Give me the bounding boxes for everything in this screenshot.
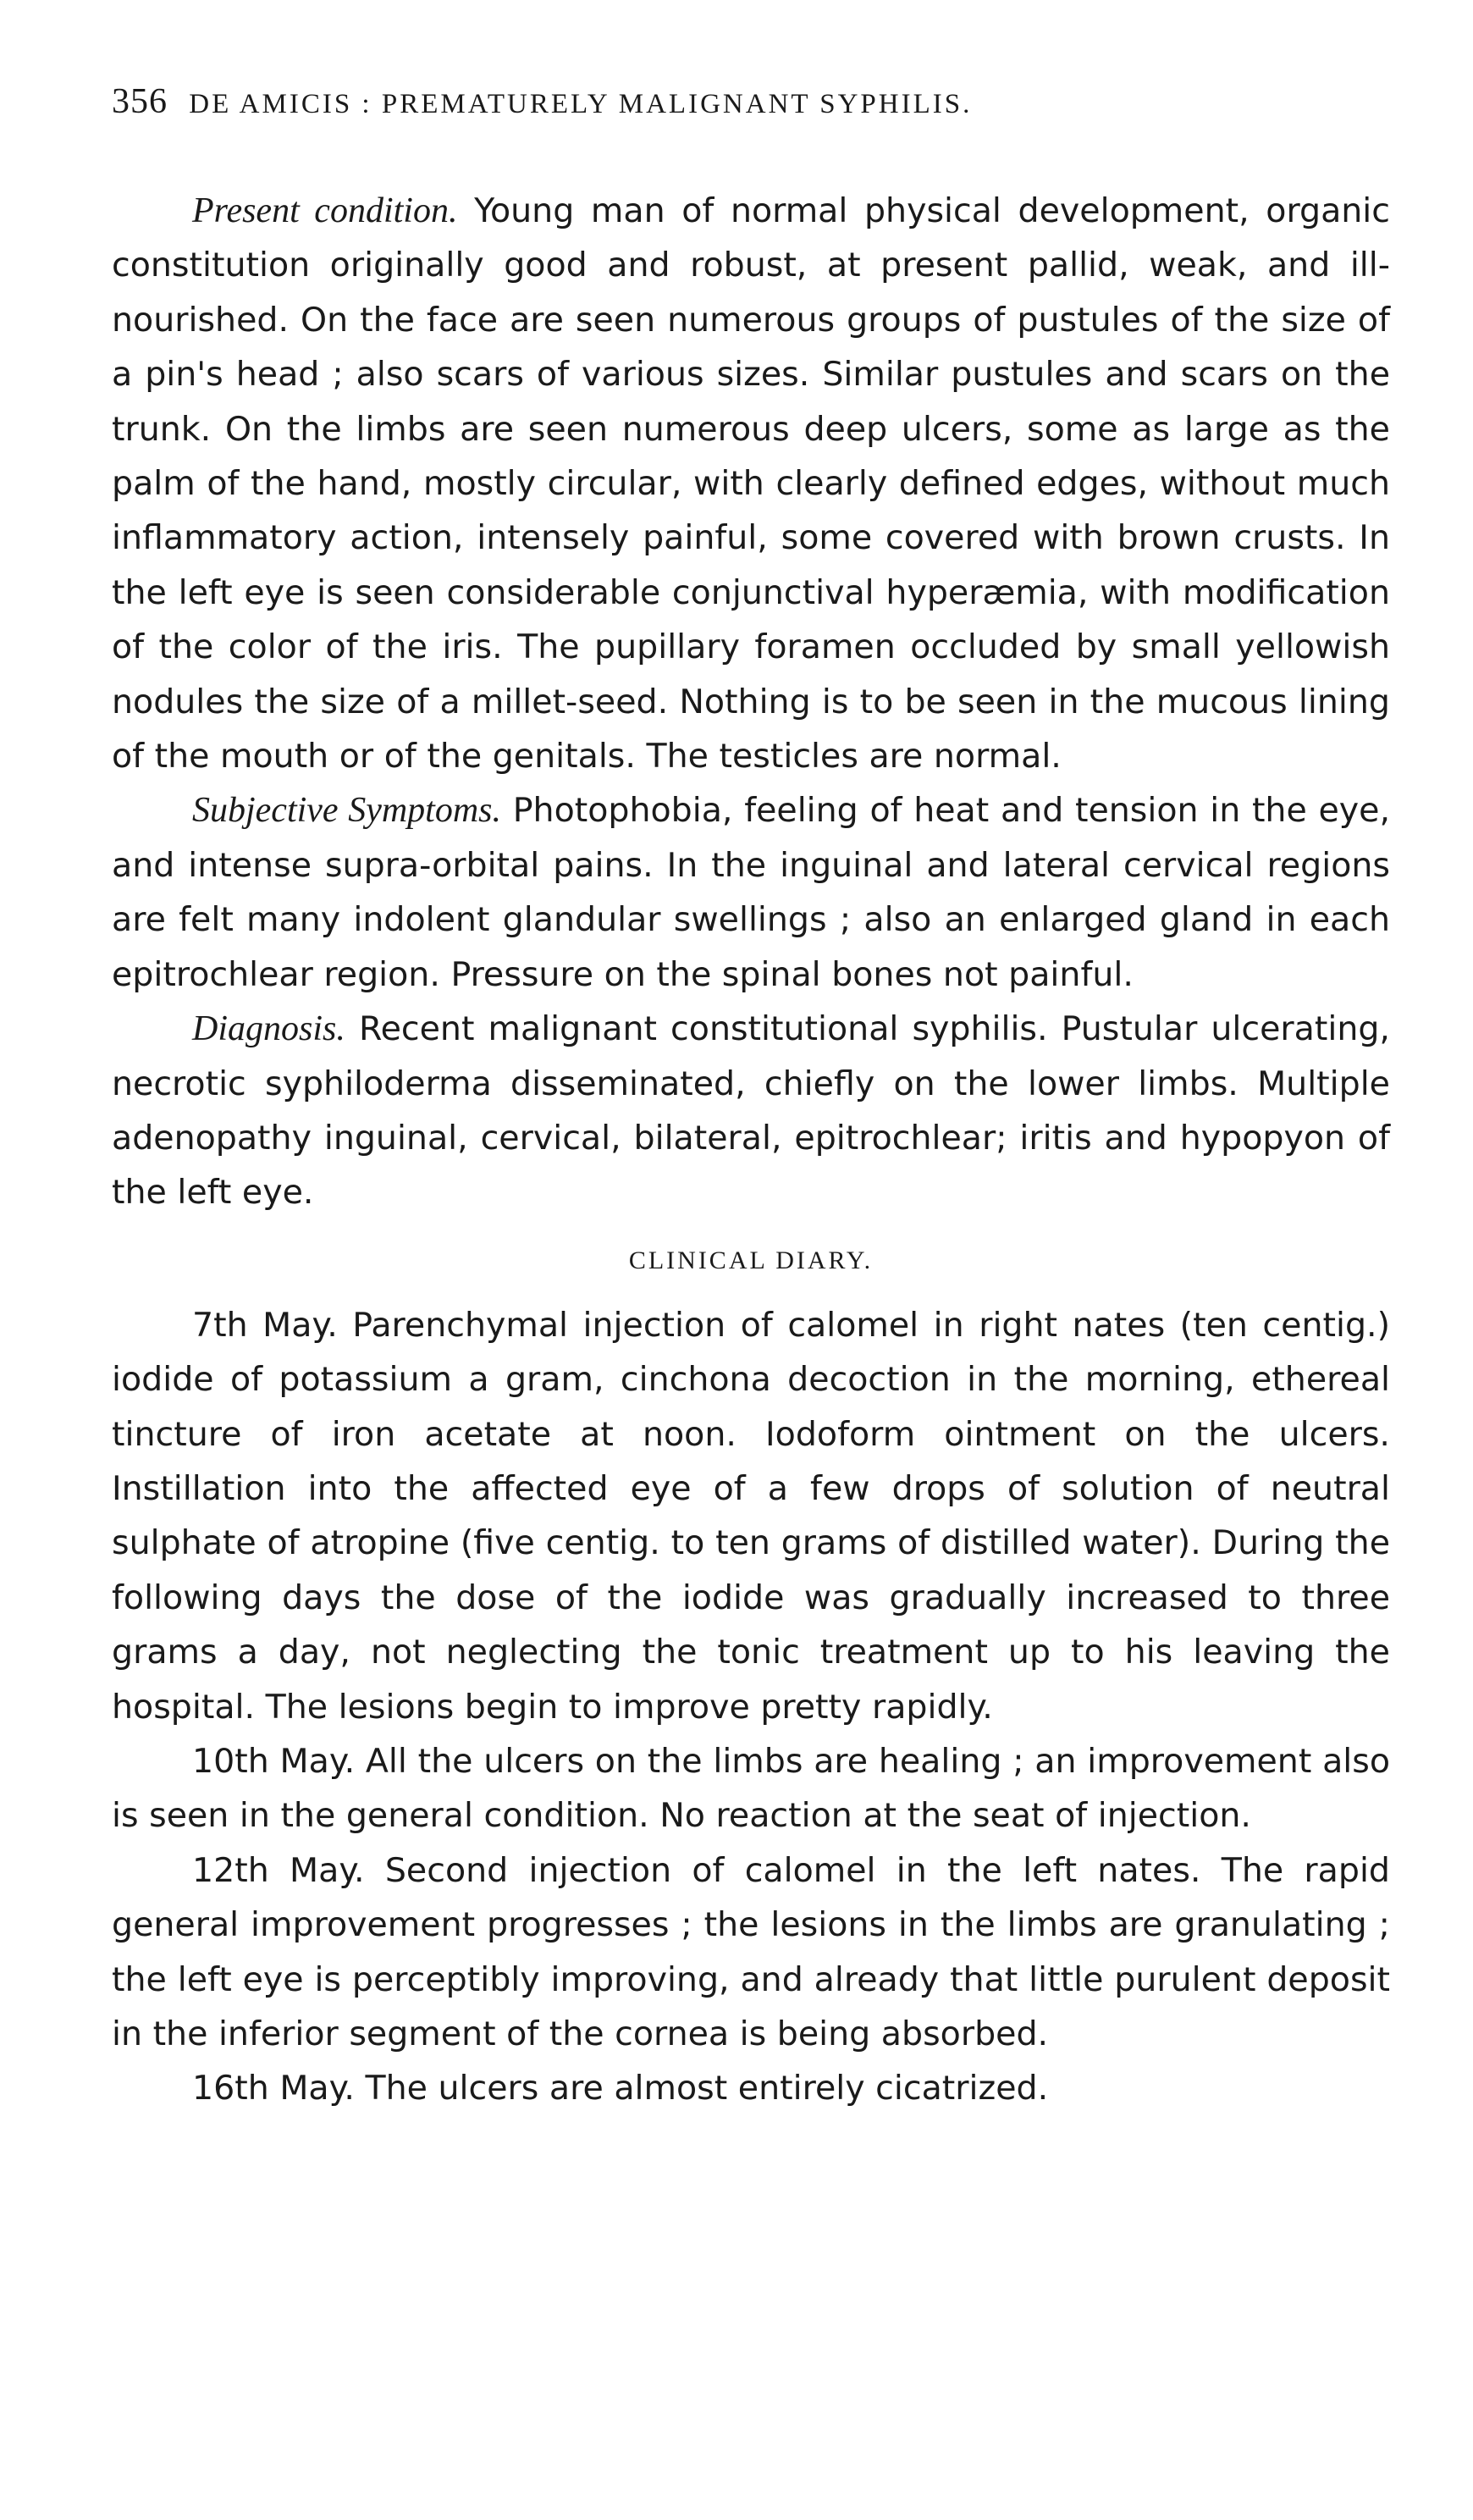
body-text bbox=[112, 184, 1390, 2116]
running-head bbox=[112, 82, 1390, 121]
subjective-symptoms-text: Photophobia, feeling of heat and tension in the eye, and intense supra-orbital pains. In the inguinal and lateral cervical regions are felt many indolent glandular swellings ; also an enlarged gland in each epitrochlear region. Pressure on the spinal bones not painful. bbox=[112, 791, 1390, 994]
running-title: DE AMICIS : PREMATURELY MALIGNANT SYPHILIS. bbox=[189, 89, 973, 119]
present-condition-paragraph bbox=[112, 184, 1390, 783]
diagnosis-text: Recent malignant constitutional syphilis. Pustular ulcerating, necrotic syphiloderma disseminated, chiefly on the lower limbs. Multiple adenopathy inguinal, cervical, bilateral, epitrochlear; iritis and hypopyon of the left eye. bbox=[112, 1009, 1390, 1213]
subjective-symptoms-paragraph bbox=[112, 783, 1390, 1002]
subjective-symptoms-label: Subjective Symptoms. bbox=[192, 791, 502, 831]
present-condition-text: Young man of normal physical development, organic constitution originally good and robust, at present pallid, weak, and ill-nourished. On the face are seen numerous groups of pustules of the size of a pin's head ; also scars of various sizes. Similar pustules and scars on the trunk. On the limbs are seen numerous deep ulcers, some as large as the palm of the hand, mostly circular, with clearly defined edges, without much inflammatory action, intensely painful, some covered with brown crusts. In the left eye is seen considerable conjunctival hyperæmia, with modification of the color of the iris. The pupillary foramen occluded by small yellowish nodules the size of a millet-seed. Nothing is to be seen in the mucous lining of the mouth or of the genitals. The testicles are normal. bbox=[112, 191, 1391, 776]
diary-entry: 16th May. The ulcers are almost entirely cicatrized. bbox=[192, 2069, 1049, 2108]
diary-entry: 12th May. Second injection of calomel in the left nates. The rapid general improvement progresses ; the lesions in the limbs are granulating ; the left eye is perceptibly improving, and already that little purulent deposit in the inferior segment of the cornea is being absorbed. bbox=[112, 1850, 1390, 2053]
page-number: 356 bbox=[112, 82, 168, 121]
diary-entry: 10th May. All the ulcers on the limbs are healing ; an improvement also is seen in the general condition. No reaction at the seat of injection. bbox=[112, 1741, 1390, 1836]
diagnosis-label: Diagnosis. bbox=[192, 1009, 345, 1049]
book-page bbox=[112, 82, 1391, 2116]
diary-entry: 7th May. Parenchymal injection of calomel in right nates (ten centig.) iodide of potassium a gram, cinchona decoction in the morning, ethereal tincture of iron acetate at noon. Iodoform ointment on the ulcers. Instillation into the affected eye of a few drops of solution of neutral sulphate of atropine (five centig. to ten grams of distilled water). During the following days the dose of the iodide was gradually increased to three grams a day, not neglecting the tonic treatment up to his leaving the hospital. The lesions begin to improve pretty rapidly. bbox=[112, 1305, 1390, 1727]
clinical-diary-heading: CLINICAL DIARY. bbox=[628, 1246, 874, 1274]
present-condition-label: Present condition. bbox=[192, 191, 458, 230]
diagnosis-paragraph bbox=[112, 1002, 1390, 1220]
